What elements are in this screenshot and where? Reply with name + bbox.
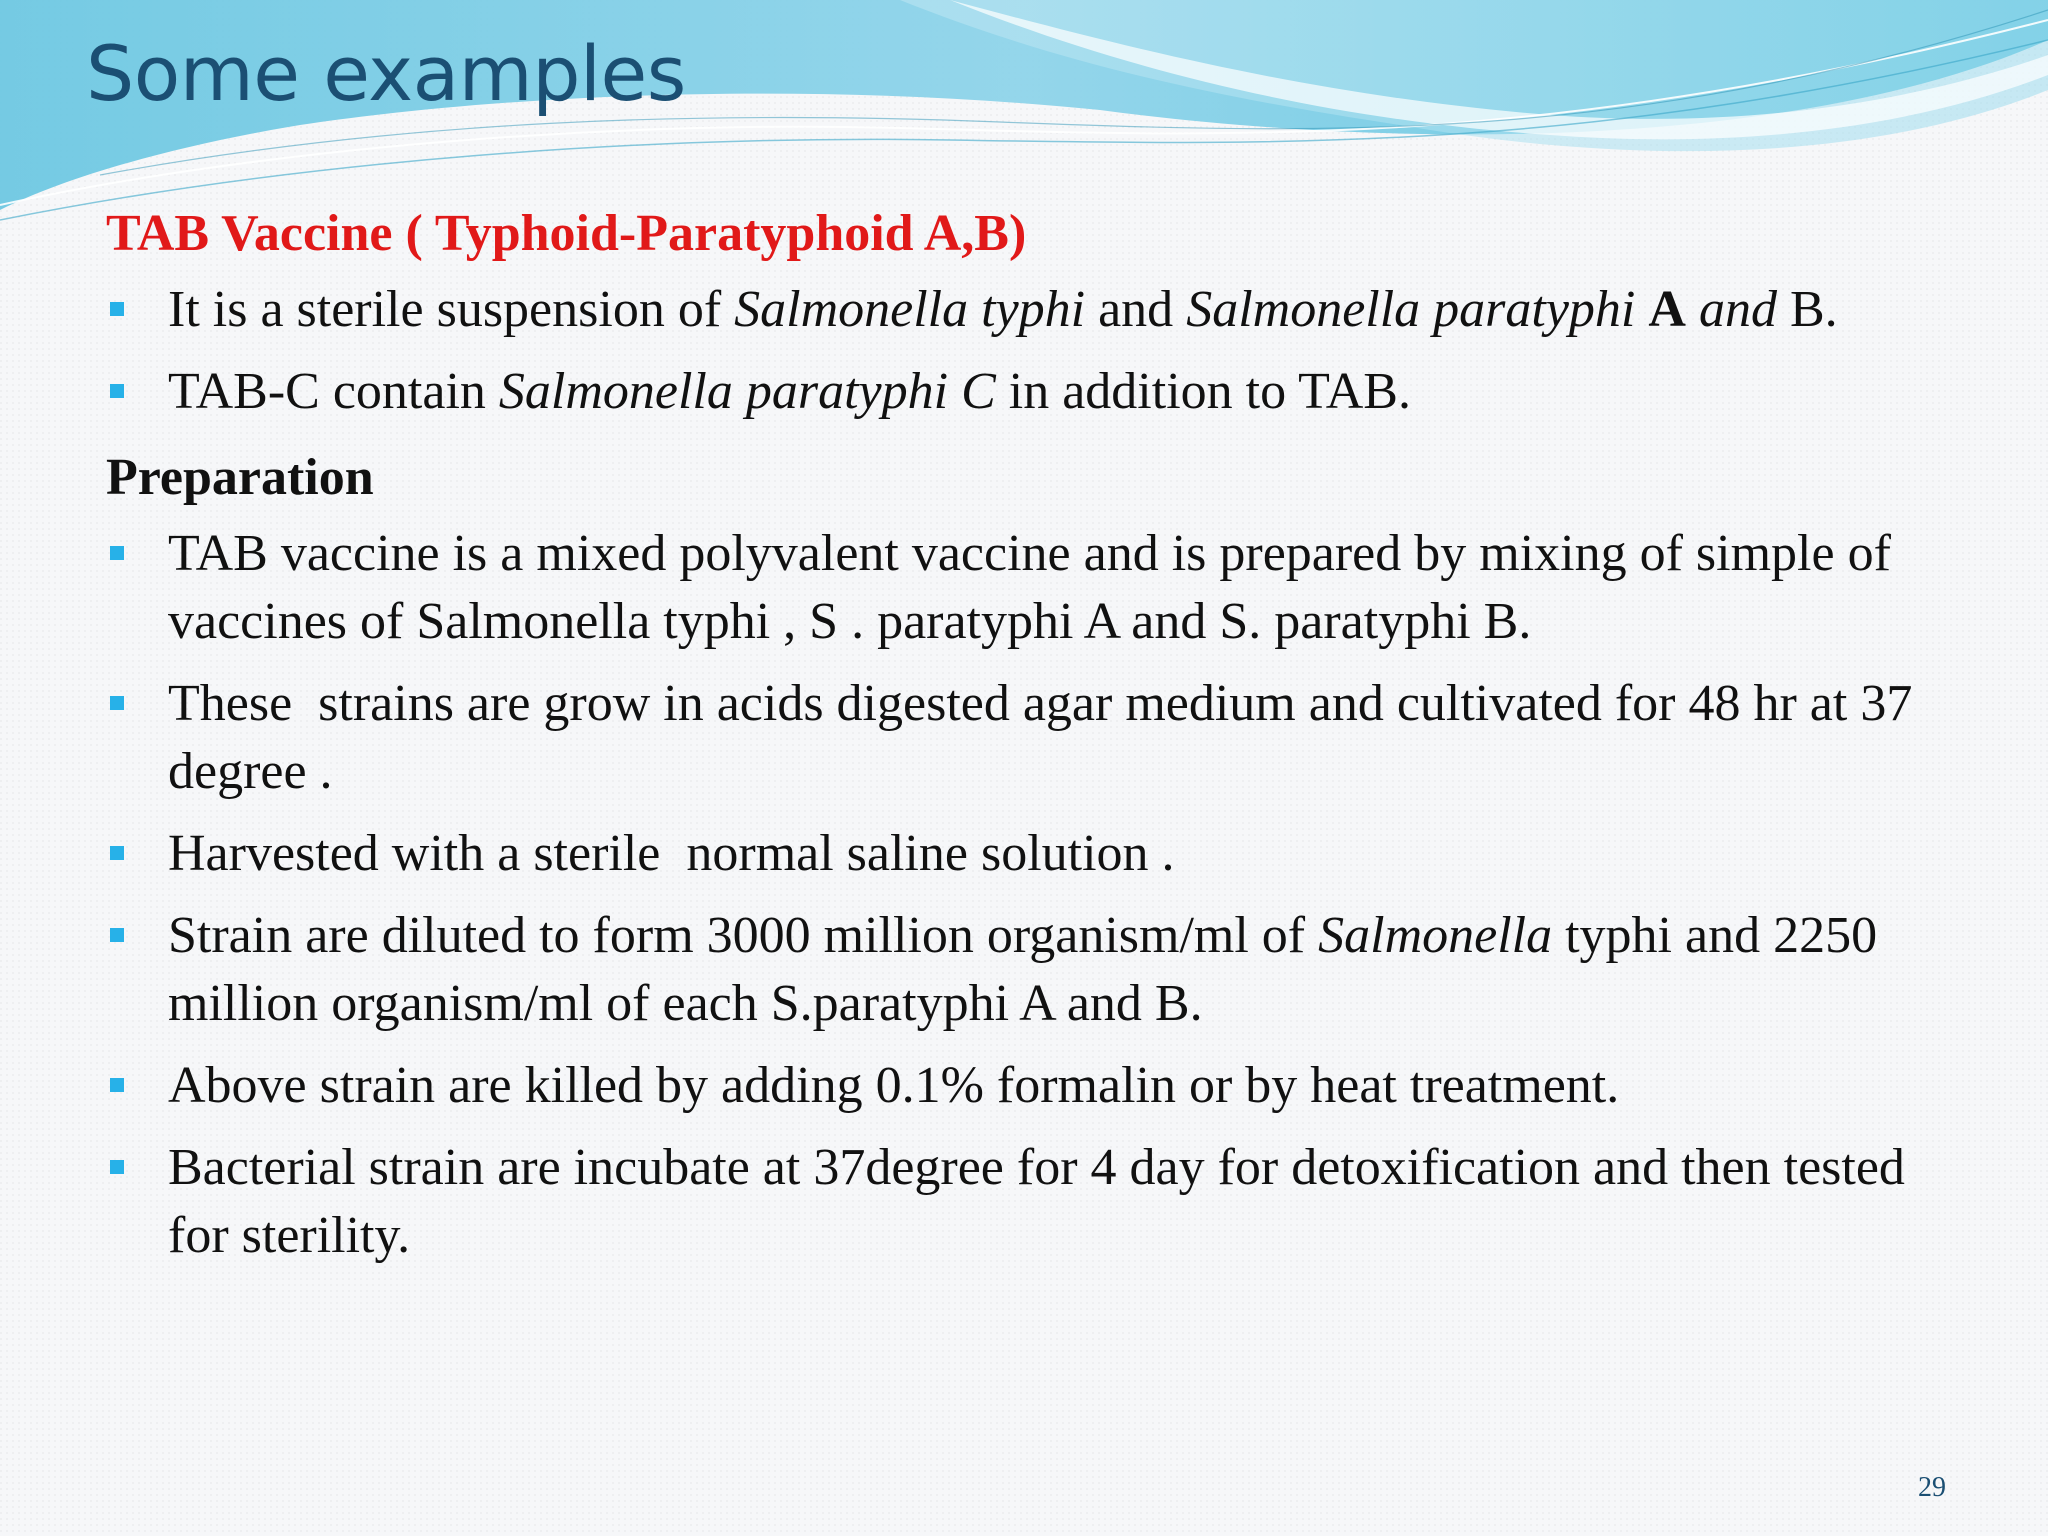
- list-item: Bacterial strain are incubate at 37degree for 4 day for detoxification and then tested for sterility.: [106, 1134, 1936, 1270]
- section-heading-preparation: Preparation: [106, 449, 374, 506]
- slide-content: [106, 196, 1936, 1284]
- tab-vaccine-bullet-list: [106, 276, 1936, 426]
- page-number: 29: [1918, 1472, 1946, 1503]
- list-item: Above strain are killed by adding 0.1% formalin or by heat treatment.: [106, 1052, 1936, 1120]
- square-bullet-icon: [110, 1078, 124, 1092]
- slide-title: Some examples: [86, 29, 686, 118]
- square-bullet-icon: [110, 928, 124, 942]
- square-bullet-icon: [110, 302, 124, 316]
- list-item: It is a sterile suspension of Salmonella typhi and Salmonella paratyphi A and B.: [106, 276, 1936, 344]
- square-bullet-icon: [110, 546, 124, 560]
- list-item: These strains are grow in acids digested agar medium and cultivated for 48 hr at 37 degree .: [106, 670, 1936, 806]
- square-bullet-icon: [110, 384, 124, 398]
- list-item: Harvested with a sterile normal saline solution .: [106, 820, 1936, 888]
- section-heading-tab-vaccine: TAB Vaccine ( Typhoid-Paratyphoid A,B): [106, 205, 1027, 262]
- list-item: TAB vaccine is a mixed polyvalent vaccine and is prepared by mixing of simple of vaccines of Salmonella typhi , S . paratyphi A and S. paratyphi B.: [106, 520, 1936, 656]
- list-item: Strain are diluted to form 3000 million organism/ml of Salmonella typhi and 2250 million organism/ml of each S.paratyphi A and B.: [106, 902, 1936, 1038]
- list-item: TAB-C contain Salmonella paratyphi C in addition to TAB.: [106, 358, 1936, 426]
- square-bullet-icon: [110, 846, 124, 860]
- square-bullet-icon: [110, 696, 124, 710]
- preparation-bullet-list: [106, 520, 1936, 1270]
- square-bullet-icon: [110, 1160, 124, 1174]
